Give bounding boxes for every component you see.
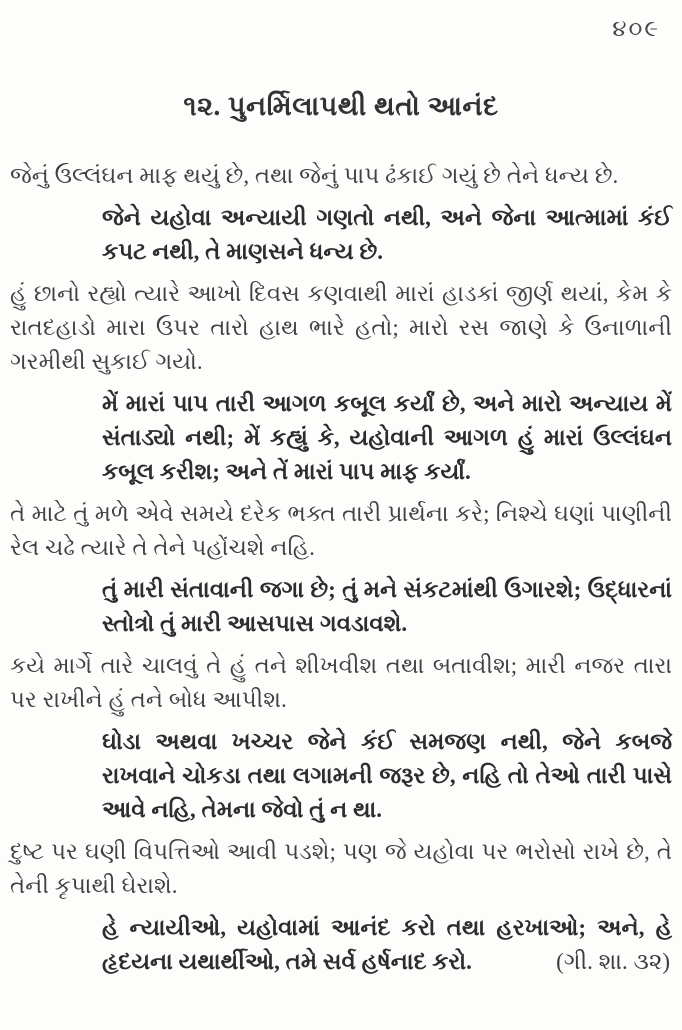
verse-paragraph-quote: ઘોડા અથવા ખચ્ચર જેને કંઈ સમજણ નથી, જેને કબજે રાખવાને ચોકડા તથા લગામની જરૂર છે, નહિ તો તેઓ તારી પાસે આવે નહિ, તેમના જેવો તું ન થા. [102,729,672,822]
verse-paragraph: તે માટે તું મળે એવે સમયે દરેક ભક્ત તારી પ્રાર્થના કરે; નિશ્ચે ઘણાં પાણીની રેલ ચઢે ત્યારે તે તેને પહોંચશે નહિ. [10,501,672,560]
scripture-reference: (ગી. શા. ૩૨) [556,949,670,974]
verse-text: હે ન્યાયીઓ, યહોવામાં આનંદ કરો તથા હરખાઓ; અને, હે હૃદયના યથાર્થીઓ, તમે સર્વ હર્ષનાદ કરો. [102,915,672,974]
page-number: ૪૦૯ [612,16,660,41]
verse-paragraph-quote [102,911,672,979]
verse-paragraph-quote: જેને યહોવા અન્યાયી ગણતો નથી, અને જેના આત્મામાં કંઈ કપટ નથી, તે માણસને ધન્ય છે. [102,205,672,264]
verse-paragraph-quote: મેં મારાં પાપ તારી આગળ કબૂલ કર્યાં છે, અને મારો અન્યાય મેં સંતાડ્યો નથી; મેં કહ્યું કે, યહોવાની આગળ હું મારાં ઉલ્લંઘન કબૂલ કરીશ; અને તેં મારાં પાપ માફ કર્યાં. [102,391,672,484]
verse-paragraph: કયે માર્ગે તારે ચાલવું તે હું તને શીખવીશ તથા બતાવીશ; મારી નજર તારા પર રાખીને હું તને બોધ આપીશ. [10,653,672,712]
verse-paragraph: હું છાનો રહ્યો ત્યારે આખો દિવસ કણવાથી મારાં હાડકાં જીર્ણ થયાં, કેમ કે રાતદહાડો મારા ઉપર તારો હાથ ભારે હતો; મારો રસ જાણે કે ઉનાળાની ગરમીથી સુકાઈ ગયો. [10,281,672,374]
verse-paragraph: દુષ્ટ પર ઘણી વિપત્તિઓ આવી પડશે; પણ જે યહોવા પર ભરોસો રાખે છે, તે તેની કૃપાથી ઘેરાશે. [10,839,672,898]
chapter-title: ૧૨. પુનર્મિલાપથી થતો આનંદ [183,91,499,121]
verse-paragraph-quote: તું મારી સંતાવાની જગા છે; તું મને સંકટમાંથી ઉગારશે; ઉદ્ધારનાં સ્તોત્રો તું મારી આસપાસ ગવડાવશે. [102,577,672,636]
verse-paragraph: જેનું ઉલ્લંઘન માફ થયું છે, તથા જેનું પાપ ઢંકાઈ ગયું છે તેને ધન્ય છે. [10,163,619,188]
